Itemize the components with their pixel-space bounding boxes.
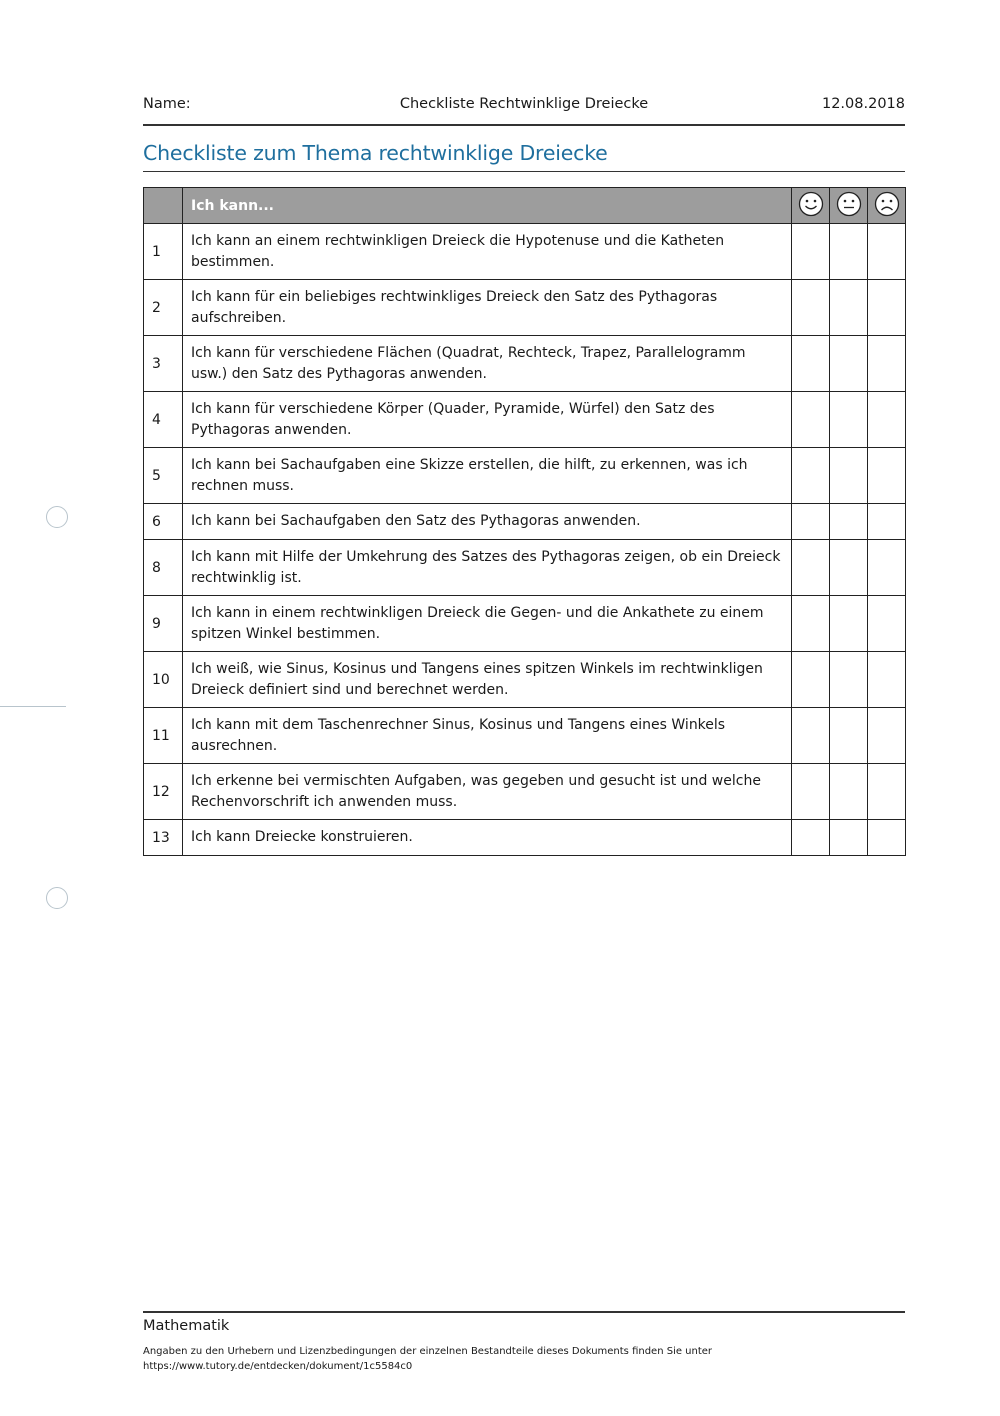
check-box-neutral[interactable] bbox=[830, 392, 868, 448]
table-row bbox=[144, 820, 906, 856]
row-text: Ich kann Dreiecke konstruieren. bbox=[183, 820, 792, 856]
check-box-neutral[interactable] bbox=[830, 652, 868, 708]
check-box-neutral[interactable] bbox=[830, 280, 868, 336]
check-box-sad[interactable] bbox=[868, 596, 906, 652]
check-box-happy[interactable] bbox=[792, 708, 830, 764]
check-box-happy[interactable] bbox=[792, 540, 830, 596]
check-box-sad[interactable] bbox=[868, 540, 906, 596]
table-row bbox=[144, 540, 906, 596]
check-box-sad[interactable] bbox=[868, 708, 906, 764]
row-text: Ich kann an einem rechtwinkligen Dreieck die Hypotenuse und die Katheten bestimmen. bbox=[183, 224, 792, 280]
check-box-neutral[interactable] bbox=[830, 708, 868, 764]
row-text: Ich kann mit dem Taschenrechner Sinus, Kosinus und Tangens eines Winkels ausrechnen. bbox=[183, 708, 792, 764]
check-box-sad[interactable] bbox=[868, 448, 906, 504]
check-box-sad[interactable] bbox=[868, 504, 906, 540]
check-box-sad[interactable] bbox=[868, 336, 906, 392]
row-number: 1 bbox=[144, 224, 183, 280]
row-number: 2 bbox=[144, 280, 183, 336]
row-number: 13 bbox=[144, 820, 183, 856]
check-box-sad[interactable] bbox=[868, 652, 906, 708]
header-divider bbox=[143, 124, 905, 126]
row-text: Ich kann bei Sachaufgaben eine Skizze erstellen, die hilft, zu erkennen, was ich rechnen muss. bbox=[183, 448, 792, 504]
footer-note-link[interactable]: https://www.tutory.de/entdecken/dokument/1c5584c0 bbox=[143, 1361, 413, 1372]
table-row bbox=[144, 708, 906, 764]
row-text: Ich kann für verschiedene Körper (Quader, Pyramide, Würfel) den Satz des Pythagoras anwenden. bbox=[183, 392, 792, 448]
check-box-neutral[interactable] bbox=[830, 596, 868, 652]
row-number: 10 bbox=[144, 652, 183, 708]
title-divider bbox=[143, 171, 905, 172]
check-box-sad[interactable] bbox=[868, 392, 906, 448]
row-number: 11 bbox=[144, 708, 183, 764]
punch-hole-top bbox=[46, 506, 68, 528]
check-box-neutral[interactable] bbox=[830, 504, 868, 540]
check-box-happy[interactable] bbox=[792, 764, 830, 820]
header-num-cell bbox=[144, 188, 183, 224]
row-text: Ich kann bei Sachaufgaben den Satz des Pythagoras anwenden. bbox=[183, 504, 792, 540]
table-row bbox=[144, 280, 906, 336]
check-box-sad[interactable] bbox=[868, 820, 906, 856]
row-number: 6 bbox=[144, 504, 183, 540]
footer-note-text: Angaben zu den Urhebern und Lizenzbedingungen der einzelnen Bestandteile dieses Dokuments finden Sie unter bbox=[143, 1346, 713, 1357]
table-row bbox=[144, 224, 906, 280]
check-box-happy[interactable] bbox=[792, 280, 830, 336]
row-text: Ich kann für verschiedene Flächen (Quadrat, Rechteck, Trapez, Parallelogramm usw.) den Satz des Pythagoras anwenden. bbox=[183, 336, 792, 392]
check-box-neutral[interactable] bbox=[830, 540, 868, 596]
row-text: Ich kann mit Hilfe der Umkehrung des Satzes des Pythagoras zeigen, ob ein Dreieck rechtwinklig ist. bbox=[183, 540, 792, 596]
header-label: Ich kann... bbox=[183, 188, 792, 224]
row-text: Ich weiß, wie Sinus, Kosinus und Tangens eines spitzen Winkels im rechtwinkligen Dreieck definiert sind und berechnet werden. bbox=[183, 652, 792, 708]
row-text: Ich erkenne bei vermischten Aufgaben, was gegeben und gesucht ist und welche Rechenvorschrift ich anwenden muss. bbox=[183, 764, 792, 820]
table-header-row bbox=[144, 188, 906, 224]
check-box-happy[interactable] bbox=[792, 504, 830, 540]
header-date: 12.08.2018 bbox=[821, 96, 905, 112]
row-number: 4 bbox=[144, 392, 183, 448]
check-box-happy[interactable] bbox=[792, 820, 830, 856]
check-box-sad[interactable] bbox=[868, 224, 906, 280]
checklist-table bbox=[143, 187, 906, 856]
check-box-neutral[interactable] bbox=[830, 448, 868, 504]
row-number: 12 bbox=[144, 764, 183, 820]
row-number: 5 bbox=[144, 448, 183, 504]
table-row bbox=[144, 504, 906, 540]
table-row bbox=[144, 764, 906, 820]
check-box-happy[interactable] bbox=[792, 596, 830, 652]
check-box-sad[interactable] bbox=[868, 764, 906, 820]
smiley-sad-icon bbox=[868, 188, 906, 224]
table-row bbox=[144, 596, 906, 652]
check-box-happy[interactable] bbox=[792, 392, 830, 448]
header-doc-title: Checkliste Rechtwinklige Dreiecke bbox=[399, 96, 649, 112]
check-box-neutral[interactable] bbox=[830, 224, 868, 280]
row-number: 8 bbox=[144, 540, 183, 596]
name-label: Name: bbox=[143, 96, 191, 112]
footer-license-note bbox=[143, 1344, 843, 1374]
page-header bbox=[143, 96, 905, 116]
check-box-neutral[interactable] bbox=[830, 336, 868, 392]
table-row bbox=[144, 652, 906, 708]
row-number: 9 bbox=[144, 596, 183, 652]
smiley-happy-icon bbox=[792, 188, 830, 224]
check-box-happy[interactable] bbox=[792, 336, 830, 392]
check-box-neutral[interactable] bbox=[830, 820, 868, 856]
check-box-happy[interactable] bbox=[792, 224, 830, 280]
page-title: Checkliste zum Thema rechtwinklige Dreiecke bbox=[143, 141, 608, 165]
footer-subject: Mathematik bbox=[143, 1318, 230, 1334]
check-box-happy[interactable] bbox=[792, 448, 830, 504]
check-box-happy[interactable] bbox=[792, 652, 830, 708]
punch-hole-bottom bbox=[46, 887, 68, 909]
check-box-sad[interactable] bbox=[868, 280, 906, 336]
table-row bbox=[144, 336, 906, 392]
smiley-neutral-icon bbox=[830, 188, 868, 224]
footer-divider bbox=[143, 1311, 905, 1313]
row-number: 3 bbox=[144, 336, 183, 392]
row-text: Ich kann in einem rechtwinkligen Dreieck die Gegen- und die Ankathete zu einem spitzen Winkel bestimmen. bbox=[183, 596, 792, 652]
table-row bbox=[144, 448, 906, 504]
table-row bbox=[144, 392, 906, 448]
row-text: Ich kann für ein beliebiges rechtwinkliges Dreieck den Satz des Pythagoras aufschreiben. bbox=[183, 280, 792, 336]
fold-mark bbox=[0, 706, 66, 707]
check-box-neutral[interactable] bbox=[830, 764, 868, 820]
